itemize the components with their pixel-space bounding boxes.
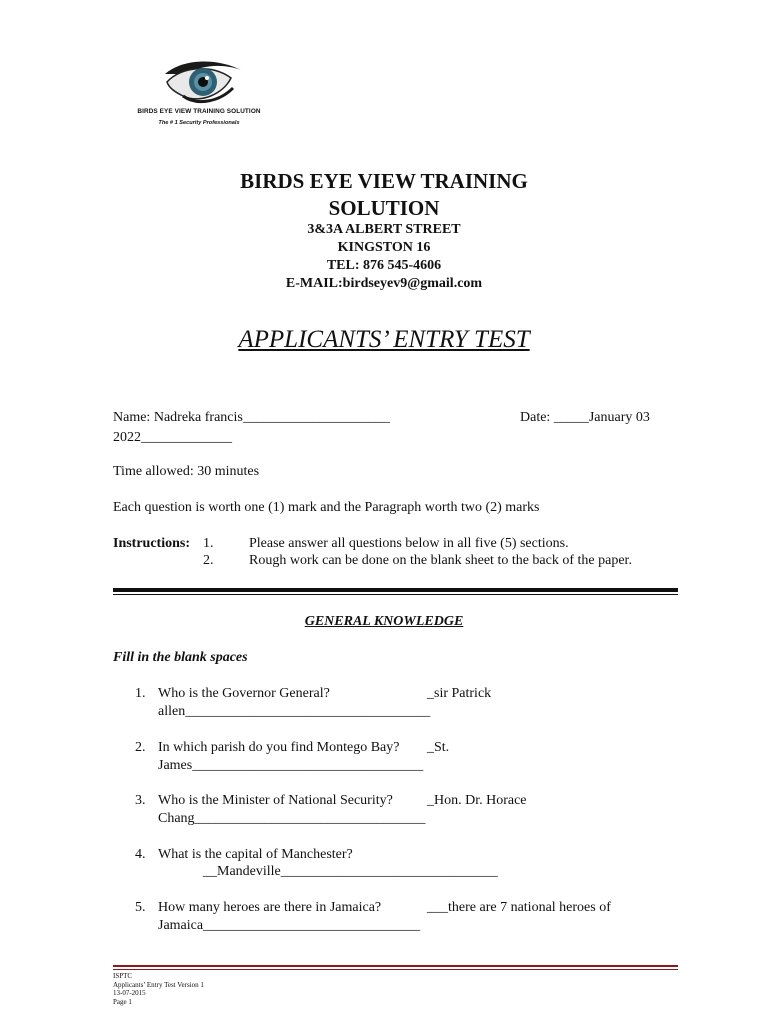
question-5-answer-line[interactable]: Jamaica_______________________________ [158, 918, 421, 933]
footer-doc-title: Applicants’ Entry Test Version 1 [113, 980, 204, 989]
section-divider-thin [113, 594, 678, 595]
question-3-answer-line[interactable]: Chang_________________________________ [158, 811, 426, 826]
instruction-1-num: 1. [203, 536, 214, 551]
question-4-text: What is the capital of Manchester? [158, 847, 353, 862]
date-year-blank: _____________ [141, 430, 232, 445]
question-5-number: 5. [135, 900, 146, 915]
telephone: TEL: 876 545-4606 [326, 258, 442, 273]
address-line1: 3&3A ALBERT STREET [307, 222, 461, 237]
time-allowed: Time allowed: 30 minutes [113, 464, 260, 479]
eye-logo-icon [163, 60, 243, 106]
question-1-answer-line[interactable]: allen___________________________________ [158, 704, 431, 719]
company-logo [113, 60, 285, 134]
marks-note: Each question is worth one (1) mark and the Paragraph worth two (2) marks [113, 500, 540, 515]
instructions-label: Instructions: [113, 536, 191, 551]
instruction-1-text: Please answer all questions below in all five (5) sections. [249, 536, 569, 551]
date-row [520, 410, 650, 426]
question-3-answer[interactable]: _Hon. Dr. Horace [427, 793, 527, 808]
date-blank: _____ [553, 410, 589, 425]
name-value[interactable]: Nadreka francis [153, 410, 243, 425]
footer-code: ISPTC [113, 972, 133, 980]
date-year[interactable]: 2022 [113, 430, 141, 445]
name-label: Name: [113, 410, 151, 425]
name-blank: _____________________ [242, 410, 390, 425]
question-1-text: Who is the Governor General? [158, 686, 330, 701]
logo-title: BIRDS EYE VIEW TRAINING SOLUTION [137, 108, 261, 115]
footer-rule-thin [113, 969, 678, 970]
date-value[interactable]: January 03 [588, 410, 650, 425]
date-label: Date: [520, 410, 551, 425]
address-line2: KINGSTON 16 [337, 240, 431, 255]
question-2-answer-line[interactable]: James_________________________________ [158, 758, 424, 773]
question-3-text: Who is the Minister of National Security? [158, 793, 393, 808]
footer-date: 13-07-2015 [113, 989, 146, 997]
section-divider-thick [113, 588, 678, 592]
question-2-number: 2. [135, 740, 146, 755]
section-subtitle: Fill in the blank spaces [113, 650, 248, 665]
section-title: GENERAL KNOWLEDGE [304, 614, 464, 629]
question-2-text: In which parish do you find Montego Bay? [158, 740, 400, 755]
footer-page: Page 1 [113, 997, 132, 1006]
question-5-text: How many heroes are there in Jamaica? [158, 900, 382, 915]
question-2-answer[interactable]: _St. [427, 740, 450, 755]
email: E-MAIL:birdseyev9@gmail.com [285, 276, 483, 291]
instruction-2-text: Rough work can be done on the blank sheet to the back of the paper. [249, 553, 632, 568]
org-name-line2: SOLUTION [328, 196, 440, 220]
question-5-answer[interactable]: ___there are 7 national heroes of [427, 900, 611, 915]
question-4-answer-line[interactable]: __Mandeville_______________________________ [203, 864, 498, 879]
footer-rule-thick [113, 965, 678, 967]
question-1-number: 1. [135, 686, 146, 701]
test-title: APPLICANTS’ ENTRY TEST [238, 326, 530, 353]
footer [113, 972, 204, 1006]
question-4-number: 4. [135, 847, 146, 862]
question-3-number: 3. [135, 793, 146, 808]
name-row [113, 410, 390, 426]
org-name-line1: BIRDS EYE VIEW TRAINING [240, 169, 528, 193]
date-year-row [113, 430, 232, 446]
logo-tagline: The # 1 Security Professionals [158, 120, 240, 126]
instruction-2-num: 2. [203, 553, 214, 568]
question-1-answer[interactable]: _sir Patrick [427, 686, 492, 701]
